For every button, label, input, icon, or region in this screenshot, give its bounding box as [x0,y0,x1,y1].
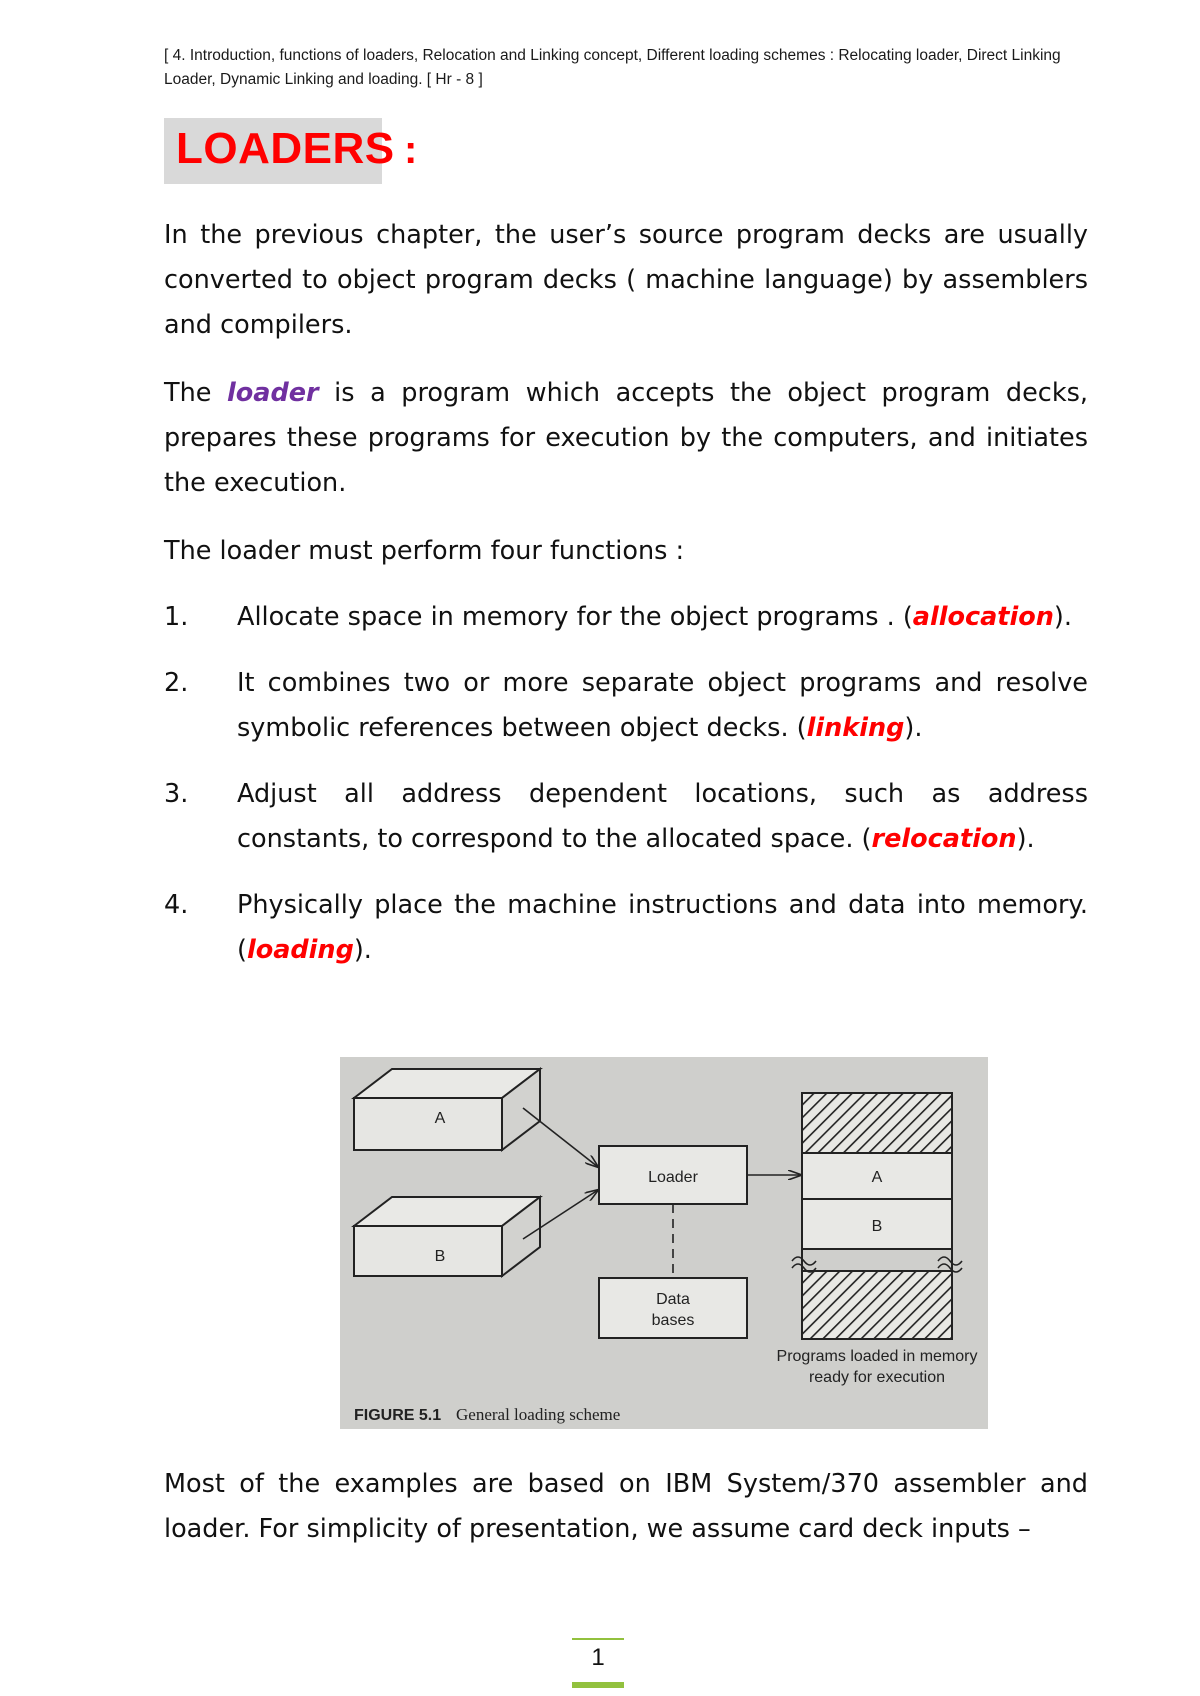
memory-column [792,1093,962,1339]
list-text: Allocate space in memory for the object programs . ( [237,602,913,632]
list-item [164,661,1088,751]
list-item [164,883,1088,973]
closing-paragraph: Most of the examples are based on IBM System/370 assembler and loader. For simplicity of presentation, we assume card deck inputs – [164,1469,1088,1544]
list-number: 2. [164,668,189,698]
list-term: loading [246,935,354,965]
list-end: ). [1016,824,1035,854]
deck-b-label: B [434,1248,446,1265]
list-text: Physically place the machine instructions and data into memory. ( [237,890,1088,965]
footer-rule-bottom [572,1682,624,1688]
list-number: 3. [164,779,189,809]
functions-intro: The loader must perform four functions : [164,536,685,566]
page-footer [572,1638,624,1688]
memory-caption-line2: ready for execution [808,1369,946,1386]
list-text: Adjust all address dependent locations, such as address constants, to correspond to the allocated space. ( [237,779,1088,854]
figure-caption-text: General loading scheme [456,1405,621,1424]
definition-paragraph [164,371,1088,506]
list-end: ). [904,713,923,743]
list-end: ). [1053,602,1072,632]
definition-after: is a program which accepts the object program decks, prepares these programs for execution by the computers, and initiates the execution. [164,378,1088,498]
arrow-deck-a-to-loader [523,1108,598,1167]
section-title: LOADERS [176,124,395,173]
data-bases-label-line2: bases [651,1312,695,1329]
page-number: 1 [591,1644,605,1671]
deck-b-box [354,1197,540,1276]
deck-a-label: A [434,1110,446,1127]
list-item [164,772,1088,862]
data-bases-box [599,1278,747,1338]
list-term: linking [806,713,905,743]
list-item [164,595,1088,640]
list-term: relocation [871,824,1017,854]
list-number: 1. [164,602,189,632]
list-text: It combines two or more separate object programs and resolve symbolic references between object decks. ( [237,668,1088,743]
memory-a-label: A [871,1169,883,1186]
loading-scheme-diagram [340,1057,988,1429]
footer-rule-top [572,1638,624,1640]
intro-paragraph: In the previous chapter, the user’s source program decks are usually converted to object program decks ( machine language) by assemblers and compilers. [164,220,1088,340]
chapter-header-note: [ 4. Introduction, functions of loaders, Relocation and Linking concept, Different loading schemes : Relocating loader, Direct Linking Loader, Dynamic Linking and loading. [ Hr - 8 ] [164,47,1061,88]
data-bases-label-line1: Data [656,1291,690,1308]
general-loading-scheme-figure [340,1057,988,1429]
list-end: ). [353,935,372,965]
figure-caption-label: FIGURE 5.1 [354,1407,442,1424]
loader-label: Loader [648,1169,698,1186]
definition-before: The [164,378,227,408]
deck-a-box [354,1069,540,1150]
list-term: allocation [912,602,1054,632]
list-number: 4. [164,890,189,920]
memory-b-label: B [871,1218,883,1235]
section-title-colon: : [404,128,418,172]
memory-caption-line1: Programs loaded in memory [776,1348,978,1365]
loader-term: loader [227,378,319,408]
